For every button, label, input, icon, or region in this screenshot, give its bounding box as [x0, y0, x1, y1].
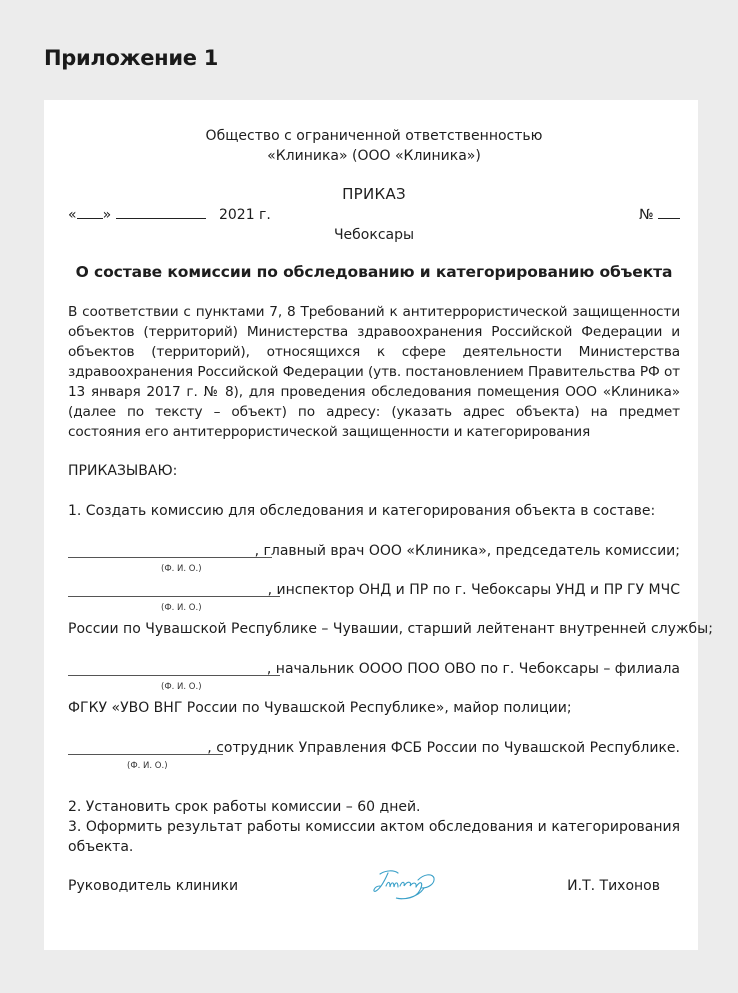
signer-name: И.Т. Тихонов — [567, 878, 660, 894]
order-year: 2021 г. — [218, 207, 271, 223]
order-item-3: 3. Оформить результат работы комиссии актом обследования и категорирования — [68, 819, 680, 835]
order-heading: О составе комиссии по обследованию и категорированию объекта — [75, 263, 673, 281]
commission-member-4 — [68, 738, 680, 758]
preamble-paragraph: В соответствии с пунктами 7, 8 Требований к антитеррористической защищенности объектов (территорий) Министерства здравоохранения Российской Федерации и объектов (территорий), относящихся к сфере деятельности Министерства здравоохранения Российской Федерации (утв. постановлением Правительства РФ от 13 января 2017 г. № 8), для проведения обследования помещения ООО «Клиника» (далее по тексту – объект) по адресу: (указать адрес объекта) на предмет состояния его антитеррористической защищенности и категорирования — [68, 304, 680, 440]
member-3-continuation: ФГКУ «УВО ВНГ России по Чувашской Республике», майор полиции; — [68, 700, 572, 716]
quote-close: » — [102, 207, 112, 223]
day-blank — [77, 206, 103, 219]
fio-blank — [68, 557, 272, 558]
number-label: № — [638, 207, 654, 223]
fio-blank — [68, 754, 223, 755]
signer-role: Руководитель клиники — [68, 878, 239, 894]
member-role: , сотрудник Управления ФСБ России по Чувашской Республике. — [207, 740, 680, 756]
signature-icon — [368, 864, 448, 906]
member-role: , начальник ОООО ПОО ОВО по г. Чебоксары – филиала — [266, 661, 680, 677]
member-2-continuation: России по Чувашской Республике – Чувашии, старший лейтенант внутренней службы; — [68, 621, 713, 637]
fio-caption: (Ф. И. О.) — [161, 682, 202, 692]
member-role: , главный врач ООО «Клиника», председатель комиссии; — [254, 543, 680, 559]
order-item-2: 2. Установить срок работы комиссии – 60 дней. — [68, 799, 421, 815]
orders-label: ПРИКАЗЫВАЮ: — [68, 463, 178, 479]
commission-member-2 — [68, 580, 680, 600]
quote-open: « — [68, 207, 77, 223]
number-blank — [658, 206, 680, 219]
fio-blank — [68, 675, 280, 676]
fio-caption: (Ф. И. О.) — [127, 761, 168, 771]
organization-name — [68, 126, 680, 166]
date-number-row — [68, 205, 680, 225]
fio-caption: (Ф. И. О.) — [161, 564, 202, 574]
order-item-3-continuation: объекта. — [68, 839, 134, 855]
order-date — [68, 205, 271, 225]
order-number — [639, 205, 680, 225]
order-title: ПРИКАЗ — [342, 185, 406, 203]
org-line-1: Общество с ограниченной ответственностью — [205, 128, 543, 144]
document-sheet — [44, 100, 713, 950]
appendix-title: Приложение 1 — [44, 46, 219, 70]
org-line-2: «Клиника» (ООО «Клиника») — [267, 148, 481, 164]
commission-member-1 — [68, 541, 680, 561]
month-blank — [116, 206, 206, 219]
fio-caption: (Ф. И. О.) — [161, 603, 202, 613]
fio-blank — [68, 596, 280, 597]
member-role: , инспектор ОНД и ПР по г. Чебоксары УНД и ПР ГУ МЧС — [267, 582, 680, 598]
order-item-1: 1. Создать комиссию для обследования и категорирования объекта в составе: — [68, 503, 656, 519]
city: Чебоксары — [333, 227, 415, 243]
commission-member-3 — [68, 659, 680, 679]
